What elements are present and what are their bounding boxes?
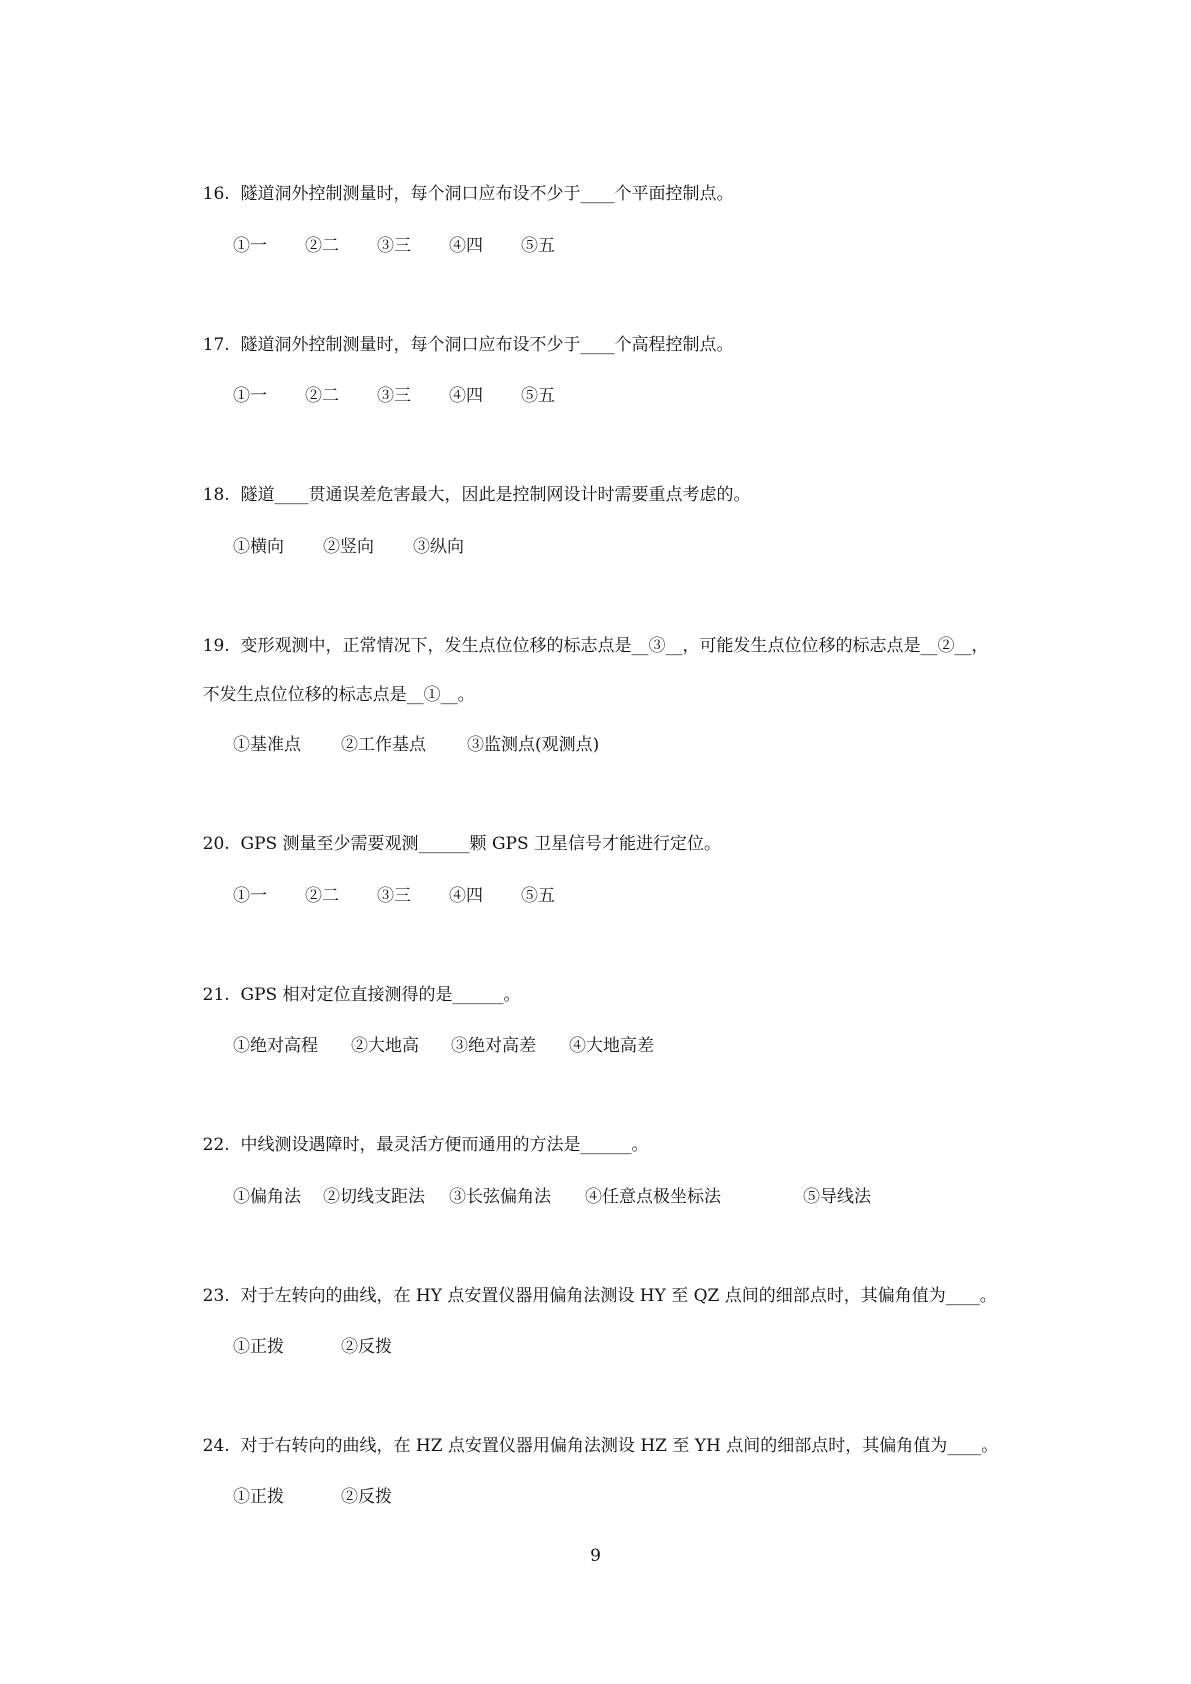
question-text: 不发生点位位移的标志点是__①__。 (202, 685, 475, 705)
question-22 (181, 1109, 648, 1181)
option: ③三 (377, 886, 411, 906)
question-number: 19. (202, 636, 230, 656)
option: ②反拨 (341, 1487, 392, 1507)
question-number: 22. (202, 1135, 230, 1155)
question-text: 隧道____贯通误差危害最大，因此是控制网设计时需要重点考虑的。 (240, 485, 751, 505)
option: ④四 (449, 236, 483, 256)
option: ④四 (449, 386, 483, 406)
question-16 (181, 158, 733, 230)
question-18 (181, 459, 750, 531)
option: ⑤导线法 (803, 1187, 871, 1207)
question-17 (181, 309, 733, 381)
option: ②切线支距法 (323, 1187, 425, 1207)
option: ①一 (233, 386, 267, 406)
option: ⑤五 (521, 236, 555, 256)
option: ③监测点(观测点) (467, 735, 600, 755)
option: ②二 (305, 236, 339, 256)
option: ①一 (233, 236, 267, 256)
option: ①基准点 (233, 735, 301, 755)
option: ①正拨 (233, 1487, 284, 1507)
question-number: 16. (202, 184, 230, 204)
question-text: 隧道洞外控制测量时，每个洞口应布设不少于____个高程控制点。 (240, 335, 734, 355)
question-text: 对于左转向的曲线，在 HY 点安置仪器用偏角法测设 HY 至 QZ 点间的细部点时，其偏角值为____。 (240, 1286, 997, 1306)
question-number: 23. (202, 1286, 230, 1306)
option: ⑤五 (521, 386, 555, 406)
option: ②工作基点 (341, 735, 426, 755)
option: ③三 (377, 386, 411, 406)
question-20 (181, 808, 721, 880)
option: ③长弦偏角法 (449, 1187, 551, 1207)
option: ②竖向 (323, 537, 374, 557)
option: ②二 (305, 386, 339, 406)
question-23 (181, 1260, 997, 1332)
question-19-continued (181, 659, 475, 731)
option: ①绝对高程 (233, 1036, 318, 1056)
options-24 (233, 1485, 392, 1581)
question-text: GPS 测量至少需要观测______颗 GPS 卫星信号才能进行定位。 (240, 834, 722, 854)
question-number: 17. (202, 335, 230, 355)
option: ③绝对高差 (451, 1036, 536, 1056)
question-text: 隧道洞外控制测量时，每个洞口应布设不少于____个平面控制点。 (240, 184, 734, 204)
question-text: 变形观测中，正常情况下，发生点位位移的标志点是__③__，可能发生点位位移的标志点是__②__， (240, 636, 989, 656)
question-text: GPS 相对定位直接测得的是______。 (240, 985, 521, 1005)
page-number: 9 (590, 1546, 601, 1566)
question-number: 24. (202, 1436, 230, 1456)
option: ④四 (449, 886, 483, 906)
option: ②反拨 (341, 1337, 392, 1357)
option: ②大地高 (351, 1036, 419, 1056)
option: ③纵向 (413, 537, 464, 557)
option: ⑤五 (521, 886, 555, 906)
option: ①正拨 (233, 1337, 284, 1357)
option: ④大地高差 (569, 1036, 654, 1056)
question-number: 20. (202, 834, 230, 854)
option: ①横向 (233, 537, 284, 557)
question-text: 中线测设遇障时，最灵活方便而通用的方法是______。 (240, 1135, 649, 1155)
option: ②二 (305, 886, 339, 906)
option: ①偏角法 (233, 1187, 301, 1207)
question-24 (181, 1410, 998, 1482)
question-number: 21. (202, 985, 230, 1005)
question-21 (181, 959, 521, 1031)
option: ①一 (233, 886, 267, 906)
option: ④任意点极坐标法 (585, 1187, 721, 1207)
question-number: 18. (202, 485, 230, 505)
question-text: 对于右转向的曲线，在 HZ 点安置仪器用偏角法测设 HZ 至 YH 点间的细部点时，其偏角值为____。 (240, 1436, 999, 1456)
option: ③三 (377, 236, 411, 256)
